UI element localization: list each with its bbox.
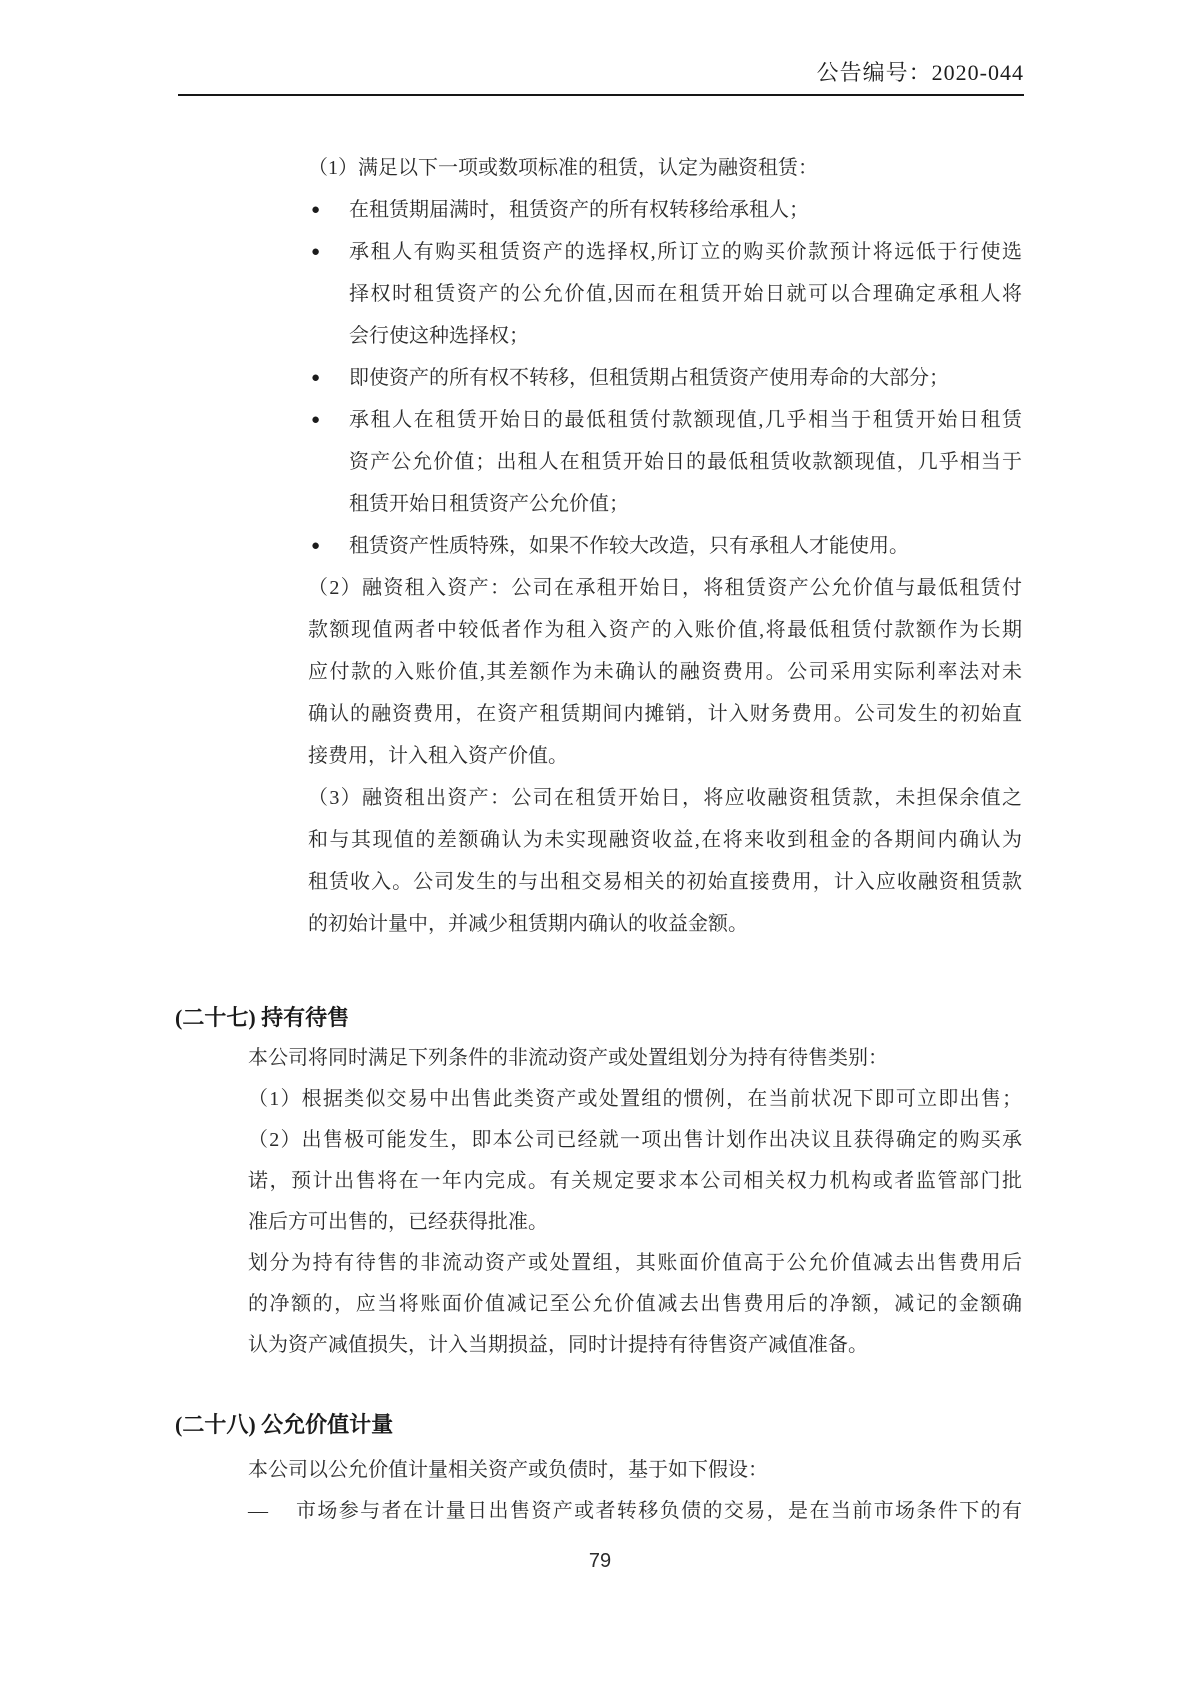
text-line: 认为资产减值损失，计入当期损益，同时计提持有待售资产减值准备。 [248,1334,868,1356]
text-line: （2）出售极可能发生，即本公司已经就一项出售计划作出决议且获得确定的购买承 [248,1129,1022,1151]
text-line [308,273,1022,315]
dash-marker: — [248,1500,268,1522]
bulleted-line [308,231,1022,273]
held-for-sale-block [248,1038,1022,1366]
line-text: 市场参与者在计量日出售资产或者转移负债的交易，是在当前市场条件下的有 [296,1500,1022,1522]
text-line: （3）融资租出资产：公司在租赁开始日，将应收融资租赁款，未担保余值之 [308,787,1022,809]
line-text: 资产公允价值；出租人在租赁开始日的最低租赁收款额现值，几乎相当于 [349,451,1022,473]
page-number: 79 [588,1550,612,1572]
bullet-icon: ● [311,370,321,386]
bullet-icon: ● [311,202,321,218]
bulleted-line [308,525,1022,567]
line-text: 租赁资产性质特殊，如果不作较大改造，只有承租人才能使用。 [349,535,909,557]
bulleted-line [308,399,1022,441]
text-line: 本公司将同时满足下列条件的非流动资产或处置组划分为持有待售类别： [248,1047,888,1069]
text-line [308,441,1022,483]
text-line: （2）融资租入资产：公司在承租开始日，将租赁资产公允价值与最低租赁付 [308,577,1022,599]
line-text: 在租赁期届满时，租赁资产的所有权转移给承租人； [349,199,809,221]
text-line: 租赁收入。公司发生的与出租交易相关的初始直接费用，计入应收融资租赁款 [308,871,1022,893]
text-line: 应付款的入账价值,其差额作为未确认的融资费用。公司采用实际利率法对未 [308,661,1022,683]
text-line: 本公司以公允价值计量相关资产或负债时，基于如下假设： [248,1459,768,1481]
line-text: 即使资产的所有权不转移，但租赁期占租赁资产使用寿命的大部分； [349,367,949,389]
text-line: 诺，预计出售将在一年内完成。有关规定要求本公司相关权力机构或者监管部门批 [248,1170,1022,1192]
text-line: 准后方可出售的，已经获得批准。 [248,1211,548,1233]
page-footer [0,1550,1200,1573]
text-line [308,483,1022,525]
text-line: （1）满足以下一项或数项标准的租赁，认定为融资租赁： [308,157,818,179]
section-heading-held-for-sale: (二十七) 持有待售 [175,1005,350,1030]
bullet-icon: ● [311,412,321,428]
line-text: 会行使这种选择权； [349,325,529,347]
section-heading-fair-value: (二十八) 公允价值计量 [175,1412,394,1437]
text-line: 的初始计量中，并减少租赁期内确认的收益金额。 [308,913,748,935]
text-line: （1）根据类似交易中出售此类资产或处置组的惯例，在当前状况下即可立即出售； [248,1088,1022,1110]
bullet-icon: ● [311,244,321,260]
bulleted-line [248,1491,1022,1532]
bullet-icon: ● [311,538,321,554]
line-text: 承租人有购买租赁资产的选择权,所订立的购买价款预计将远低于行使选 [349,241,1022,263]
bulleted-line [308,189,1022,231]
header-divider [178,94,1024,96]
text-line: 确认的融资费用，在资产租赁期间内摊销，计入财务费用。公司发生的初始直 [308,703,1022,725]
text-line [308,315,1022,357]
page-header [817,56,1024,87]
text-line: 划分为持有待售的非流动资产或处置组，其账面价值高于公允价值减去出售费用后 [248,1252,1022,1274]
text-line: 和与其现值的差额确认为未实现融资收益,在将来收到租金的各期间内确认为 [308,829,1022,851]
fair-value-block [248,1450,1022,1532]
finance-lease-criteria-block [308,147,1022,945]
doc-number: 公告编号：2020-044 [816,60,1024,85]
text-line: 款额现值两者中较低者作为租入资产的入账价值,将最低租赁付款额作为长期 [308,619,1022,641]
line-text: 租赁开始日租赁资产公允价值； [349,493,629,515]
text-line: 的净额的，应当将账面价值减记至公允价值减去出售费用后的净额，减记的金额确 [248,1293,1022,1315]
bulleted-line [308,357,1022,399]
text-line: 接费用，计入租入资产价值。 [308,745,568,767]
line-text: 承租人在租赁开始日的最低租赁付款额现值,几乎相当于租赁开始日租赁 [349,409,1022,431]
line-text: 择权时租赁资产的公允价值,因而在租赁开始日就可以合理确定承租人将 [349,283,1022,305]
